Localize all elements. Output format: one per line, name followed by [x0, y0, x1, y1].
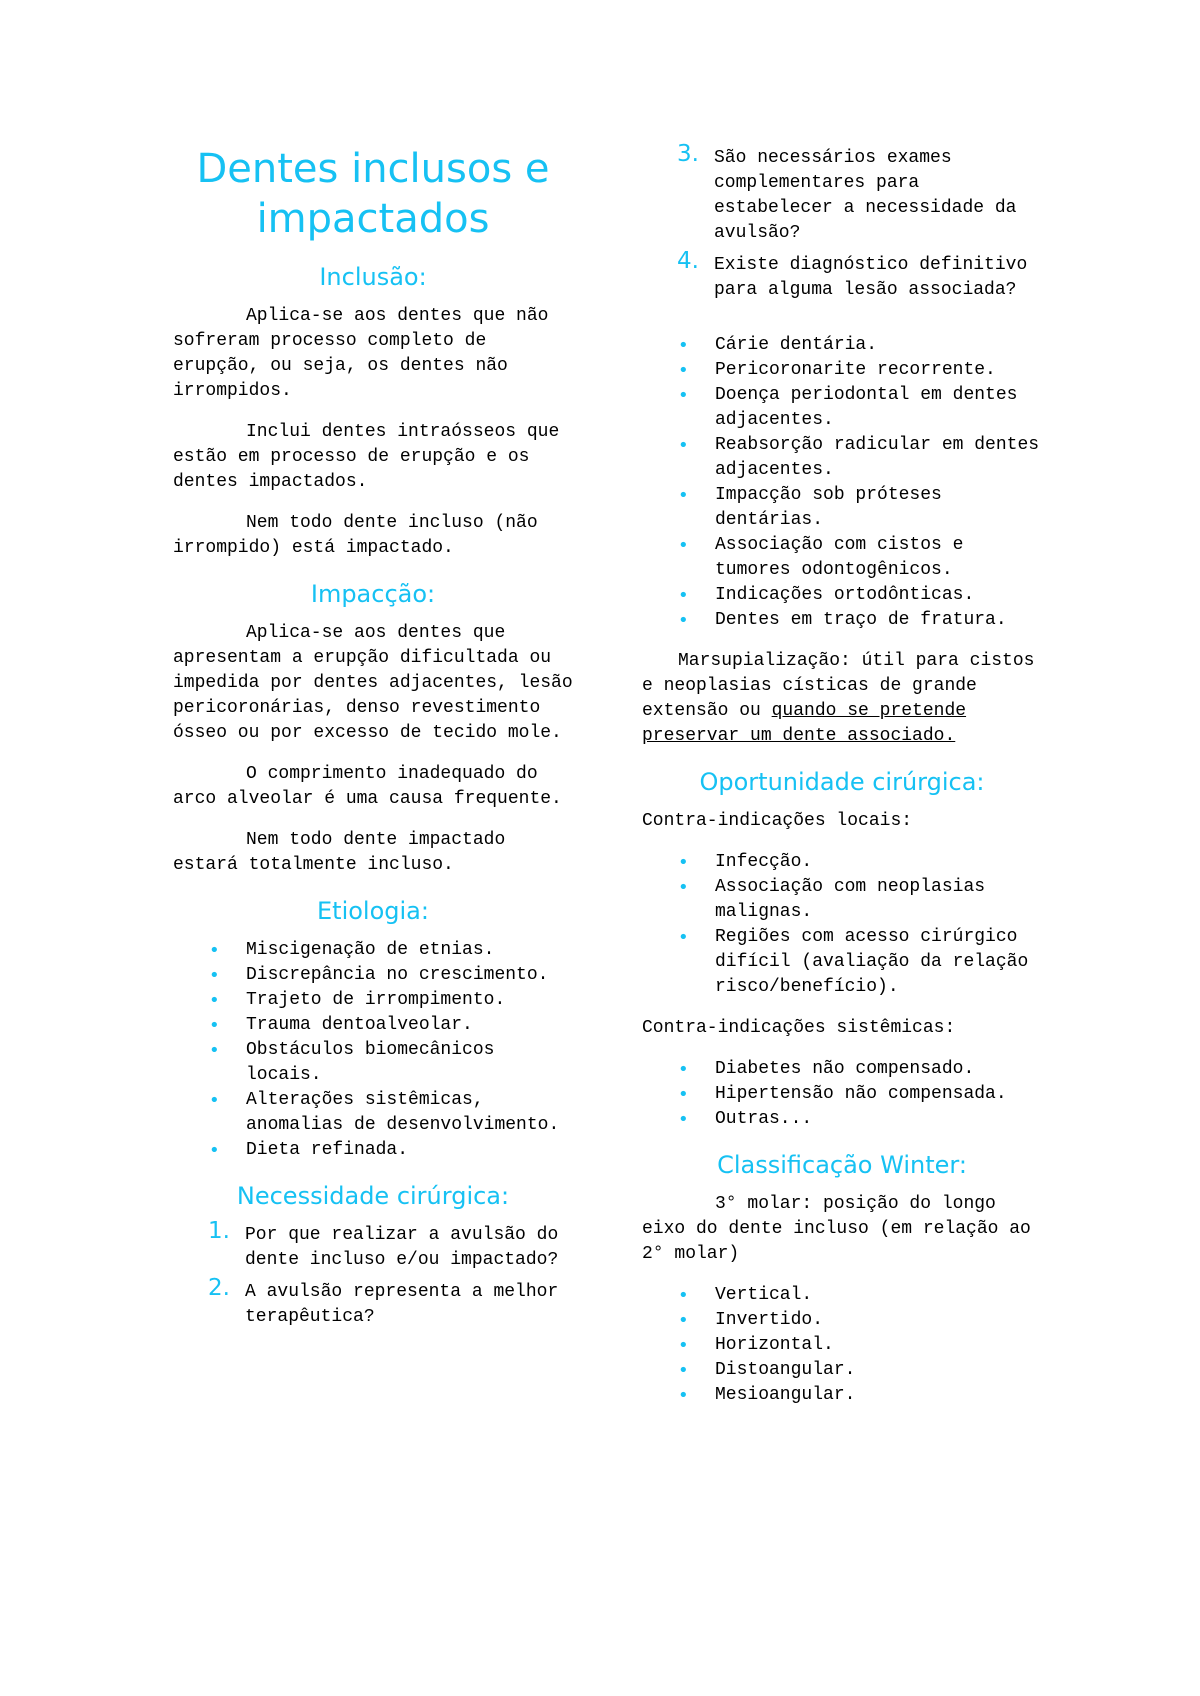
bullet-icon: • — [678, 1335, 689, 1356]
paragraph: Nem todo dente impactado estará totalmente incluso. — [173, 830, 506, 875]
list-item: • Outras... — [678, 1109, 813, 1130]
bullet-icon: • — [678, 485, 689, 506]
list-item: • Horizontal. — [678, 1335, 834, 1356]
list-item: • Invertido. — [678, 1310, 824, 1331]
bullet-icon: • — [678, 385, 689, 406]
list-item: 3. São necessários exames complementares para estabelecer a necessidade da avulsão? — [677, 141, 1017, 243]
bullet-icon: • — [678, 1360, 689, 1381]
bullet-icon: • — [678, 877, 689, 898]
list-item: • Obstáculos biomecânicos locais. — [209, 1040, 495, 1085]
list-item: • Dentes em traço de fratura. — [678, 610, 1007, 631]
heading-oportunidade: Oportunidade cirúrgica: — [699, 768, 985, 796]
heading-etiologia: Etiologia: — [317, 897, 429, 925]
bullet-icon: • — [678, 1310, 689, 1331]
necessidade-questions-cont — [642, 141, 1042, 303]
list-item: • Trauma dentoalveolar. — [209, 1015, 473, 1036]
bullet-icon: • — [209, 965, 220, 986]
left-column — [173, 130, 573, 1346]
list-item: • Regiões com acesso cirúrgico difícil (avaliação da relação risco/benefício). — [678, 927, 1029, 997]
list-item: • Impacção sob próteses dentárias. — [678, 485, 942, 530]
bullet-icon: • — [678, 610, 689, 631]
list-item: • Discrepância no crescimento. — [209, 965, 549, 986]
list-item: • Distoangular. — [678, 1360, 856, 1381]
marsupializacao-paragraph: Marsupialização: útil para cistos e neoplasias císticas de grande extensão ou quando se pretende preservar um dente associado. — [642, 651, 1035, 746]
list-item: • Reabsorção radicular em dentes adjacentes. — [678, 435, 1040, 480]
list-item: 4. Existe diagnóstico definitivo para alguma lesão associada? — [677, 248, 1028, 300]
bullet-icon: • — [678, 927, 689, 948]
list-item: • Hipertensão não compensada. — [678, 1084, 1007, 1105]
bullet-icon: • — [678, 1285, 689, 1306]
list-item: 2. A avulsão representa a melhor terapêutica? — [208, 1275, 559, 1327]
bullet-icon: • — [678, 535, 689, 556]
necessidade-list — [642, 333, 1042, 633]
bullet-icon: • — [209, 990, 220, 1011]
list-item: • Vertical. — [678, 1285, 813, 1306]
contra-locais-label: Contra-indicações locais: — [642, 811, 913, 831]
list-item: • Alterações sistêmicas, anomalias de desenvolvimento. — [209, 1090, 560, 1135]
necessidade-questions — [173, 1218, 573, 1330]
list-item: • Associação com neoplasias malignas. — [678, 877, 986, 922]
contra-sistemicas-list — [642, 1057, 1042, 1132]
list-item: • Dieta refinada. — [209, 1140, 409, 1161]
heading-winter: Classificação Winter: — [717, 1151, 967, 1179]
list-item: • Pericoronarite recorrente. — [678, 360, 996, 381]
winter-intro: 3° molar: posição do longo eixo do dente incluso (em relação ao 2° molar) — [642, 1194, 1031, 1264]
bullet-icon: • — [678, 435, 689, 456]
paragraph: Inclui dentes intraósseos que estão em processo de erupção e os dentes impactados. — [173, 422, 560, 492]
bullet-icon: • — [678, 852, 689, 873]
bullet-icon: • — [209, 1015, 220, 1036]
contra-locais-list — [642, 850, 1042, 1000]
paragraph: Nem todo dente incluso (não irrompido) está impactado. — [173, 513, 538, 558]
list-item: • Trajeto de irrompimento. — [209, 990, 506, 1011]
right-column — [642, 141, 1042, 1424]
paragraph: O comprimento inadequado do arco alveolar é uma causa frequente. — [173, 764, 562, 809]
bullet-icon: • — [209, 940, 220, 961]
heading-impaccao: Impacção: — [310, 580, 436, 608]
paragraph: Aplica-se aos dentes que não sofreram processo completo de erupção, ou seja, os dentes não irrompidos. — [173, 306, 549, 401]
paragraph: Aplica-se aos dentes que apresentam a erupção dificultada ou impedida por dentes adjacentes, lesão pericoronárias, denso revestimento ósseo ou por excesso de tecido mole. — [173, 623, 573, 743]
list-item: • Associação com cistos e tumores odontogênicos. — [678, 535, 964, 580]
etiologia-list — [173, 938, 573, 1163]
bullet-icon: • — [678, 1109, 689, 1130]
bullet-icon: • — [678, 335, 689, 356]
bullet-icon: • — [209, 1090, 220, 1111]
list-item: • Cárie dentária. — [678, 335, 878, 356]
list-item: • Miscigenação de etnias. — [209, 940, 495, 961]
winter-list — [642, 1283, 1042, 1408]
list-item: • Doença periodontal em dentes adjacentes. — [678, 385, 1018, 430]
bullet-icon: • — [209, 1040, 220, 1061]
list-item: • Infecção. — [678, 852, 813, 873]
heading-necessidade: Necessidade cirúrgica: — [236, 1182, 510, 1210]
list-item: • Diabetes não compensado. — [678, 1059, 975, 1080]
bullet-icon: • — [678, 1084, 689, 1105]
bullet-icon: • — [678, 1059, 689, 1080]
contra-sistemicas-label: Contra-indicações sistêmicas: — [642, 1018, 956, 1038]
list-item: • Indicações ortodônticas. — [678, 585, 975, 606]
bullet-icon: • — [678, 360, 689, 381]
list-item: • Mesioangular. — [678, 1385, 856, 1406]
document-title: Dentes inclusos e impactados — [196, 146, 550, 242]
bullet-icon: • — [209, 1140, 220, 1161]
list-item: 1. Por que realizar a avulsão do dente incluso e/ou impactado? — [208, 1218, 559, 1270]
heading-inclusao: Inclusão: — [319, 263, 427, 291]
bullet-icon: • — [678, 1385, 689, 1406]
bullet-icon: • — [678, 585, 689, 606]
